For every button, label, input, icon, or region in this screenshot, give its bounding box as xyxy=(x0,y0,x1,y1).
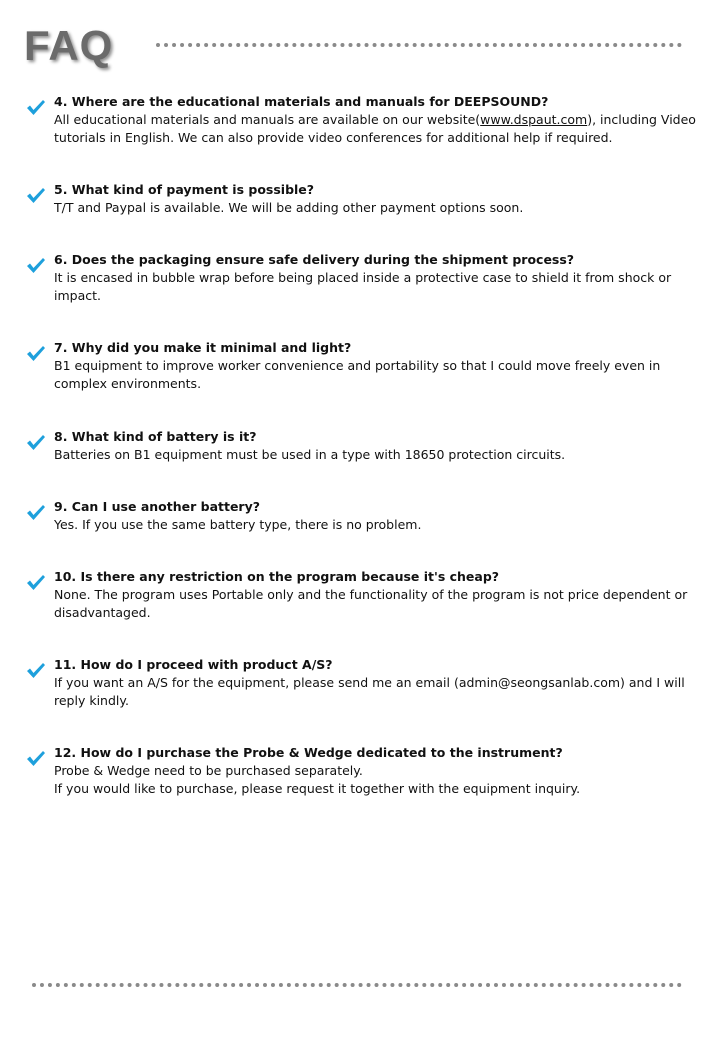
faq-answer-line xyxy=(54,762,684,780)
faq-question: 11. How do I proceed with product A/S? xyxy=(54,657,333,672)
answer-text: Probe & Wedge need to be purchased separately. xyxy=(54,763,363,778)
answer-text: disadvantaged. xyxy=(54,605,151,620)
faq-question: 10. Is there any restriction on the program because it's cheap? xyxy=(54,569,500,584)
answer-text: T/T and Paypal is available. We will be adding other payment options soon. xyxy=(54,200,524,215)
faq-answer xyxy=(54,674,684,710)
checkmark-icon xyxy=(26,344,46,362)
faq-answer-line xyxy=(54,446,684,464)
faq-answer-line xyxy=(54,516,684,534)
faq-answer xyxy=(54,516,684,534)
faq-answer-line xyxy=(54,692,684,710)
faq-question: 5. What kind of payment is possible? xyxy=(54,182,315,197)
faq-answer-line xyxy=(54,375,684,393)
checkmark-icon xyxy=(26,98,46,116)
faq-answer-line xyxy=(54,287,684,305)
checkmark-icon xyxy=(26,503,46,521)
answer-text: Yes. If you use the same battery type, there is no problem. xyxy=(54,517,422,532)
faq-answer xyxy=(54,199,684,217)
faq-answer-line xyxy=(54,586,688,604)
faq-answer-line xyxy=(54,674,684,692)
answer-text: None. The program uses Portable only and the functionality of the program is not price dependent or xyxy=(54,587,688,602)
page-title: FAQ xyxy=(24,22,114,69)
checkmark-icon xyxy=(26,661,46,679)
answer-text: All educational materials and manuals are available on our website( xyxy=(54,112,481,127)
faq-question: 12. How do I purchase the Probe & Wedge dedicated to the instrument? xyxy=(54,745,563,760)
checkmark-icon xyxy=(26,186,46,204)
answer-text: complex environments. xyxy=(54,376,202,391)
faq-question: 6. Does the packaging ensure safe delivery during the shipment process? xyxy=(54,252,575,267)
checkmark-icon xyxy=(26,256,46,274)
faq-question: 7. Why did you make it minimal and light? xyxy=(54,340,352,355)
faq-answer xyxy=(54,586,688,622)
answer-text: impact. xyxy=(54,288,101,303)
answer-text: reply kindly. xyxy=(54,693,129,708)
faq-question: 8. What kind of battery is it? xyxy=(54,429,257,444)
faq-question: 9. Can I use another battery? xyxy=(54,499,260,514)
faq-answer xyxy=(54,762,684,798)
faq-answer xyxy=(54,357,684,393)
checkmark-icon xyxy=(26,433,46,451)
faq-answer-line xyxy=(54,111,696,129)
faq-answer-line xyxy=(54,604,684,622)
faq-answer-line xyxy=(54,129,684,147)
checkmark-icon xyxy=(26,573,46,591)
faq-question: 4. Where are the educational materials and manuals for DEEPSOUND? xyxy=(54,94,549,109)
bottom-dotted-divider xyxy=(32,983,682,987)
website-link[interactable]: www.dspaut.com xyxy=(480,112,588,127)
answer-text: B1 equipment to improve worker convenience and portability so that I could move freely even in xyxy=(54,358,661,373)
answer-text: If you would like to purchase, please request it together with the equipment inquiry. xyxy=(54,781,581,796)
faq-answer-line xyxy=(54,199,684,217)
answer-text: It is encased in bubble wrap before being placed inside a protective case to shield it from shock or xyxy=(54,270,672,285)
faq-answer xyxy=(54,111,696,147)
answer-text: ), including Video xyxy=(587,112,696,127)
checkmark-icon xyxy=(26,749,46,767)
faq-answer xyxy=(54,446,684,464)
answer-text: If you want an A/S for the equipment, please send me an email (admin@seongsanlab.com) and I will xyxy=(54,675,685,690)
top-dotted-divider xyxy=(156,43,682,47)
answer-text: Batteries on B1 equipment must be used in a type with 18650 protection circuits. xyxy=(54,447,566,462)
faq-answer xyxy=(54,269,684,305)
faq-answer-line xyxy=(54,357,684,375)
faq-answer-line xyxy=(54,269,684,287)
answer-text: tutorials in English. We can also provide video conferences for additional help if required. xyxy=(54,130,613,145)
faq-answer-line xyxy=(54,780,684,798)
